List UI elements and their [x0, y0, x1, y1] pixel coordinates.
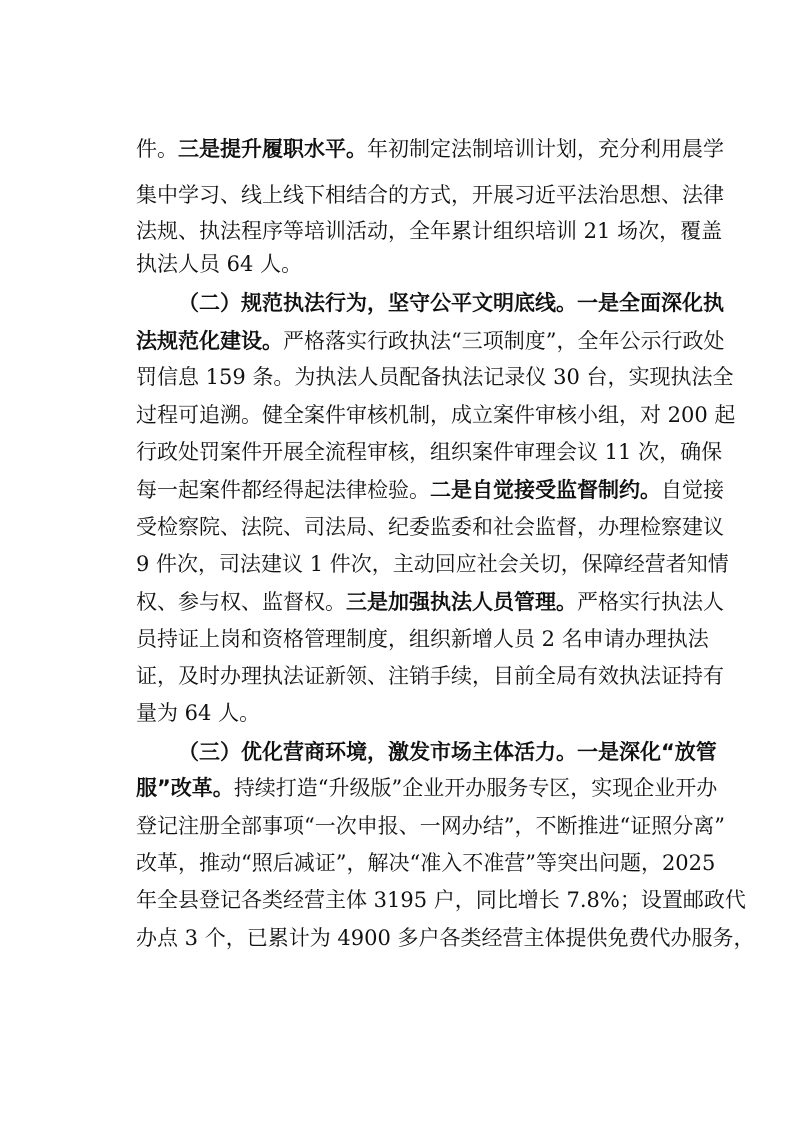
- text-run: 9 件次，司法建议 1 件次，主动回应社会关切，保障经营者知情: [136, 552, 729, 576]
- bold-heading-run: 二是自觉接受监督制约。: [430, 478, 661, 502]
- text-line: [136, 693, 701, 733]
- bold-heading-run: 服”改革。: [136, 776, 234, 800]
- text-run: 量为 64 人。: [136, 701, 261, 725]
- text-run: 持续打造“升级版”企业开办服务专区，实现企业开办: [233, 776, 718, 800]
- text-run: 执法人员 64 人。: [136, 252, 303, 276]
- text-run: 件。: [136, 137, 178, 161]
- text-line: [136, 507, 724, 547]
- text-line: [136, 357, 734, 397]
- bold-heading-run: 法规范化建设。: [136, 329, 283, 353]
- text-line: [136, 432, 723, 472]
- text-line: [136, 129, 724, 169]
- text-run: 行政处罚案件开展全流程审核，组织案件审理会议 11 次，确保: [136, 440, 723, 464]
- text-run: 年全县登记各类经营主体 3195 户，同比增长 7.8%；设置邮政代: [136, 888, 746, 912]
- text-line: [136, 470, 724, 510]
- text-run: 每一起案件都经得起法律检验。: [136, 478, 430, 502]
- text-line: [178, 283, 724, 323]
- text-run: 严格落实行政执法“三项制度”，全年公示行政处: [283, 329, 725, 353]
- text-run: 员持证上岗和资格管理制度，组织新增人员 2 名申请办理执法: [136, 627, 709, 651]
- text-run: 法规、执法程序等培训活动，全年累计组织培训 21 场次，覆盖: [136, 219, 723, 243]
- text-run: 自觉接: [661, 478, 724, 502]
- text-run: 严格实行执法人: [577, 590, 724, 614]
- text-line: [136, 244, 701, 284]
- text-run: 登记注册全部事项“一次申报、一网办结”，不断推进“证照分离”: [136, 814, 725, 838]
- text-line: [136, 806, 725, 846]
- bold-heading-run: （二）规范执法行为，坚守公平文明底线。一是全面深化执: [178, 291, 724, 315]
- text-run: 办点 3 个，已累计为 4900 多户各类经营主体提供免费代办服务，: [136, 926, 755, 950]
- text-line: [136, 619, 709, 659]
- text-line: [136, 880, 746, 920]
- text-run: 过程可追溯。健全案件审核机制，成立案件审核小组，对 200 起: [136, 403, 736, 427]
- text-line: [136, 321, 725, 361]
- text-run: 罚信息 159 条。为执法人员配备执法记录仪 30 台，实现执法全: [136, 365, 734, 389]
- text-run: 集中学习、线上线下相结合的方式，开展习近平法治思想、法律: [136, 183, 724, 207]
- text-line: [136, 656, 724, 696]
- text-line: [178, 732, 717, 772]
- text-run: 受检察院、法院、司法局、纪委监委和社会监督，办理检察建议: [136, 515, 724, 539]
- text-run: 年初制定法制培训计划，充分利用晨学: [367, 137, 724, 161]
- text-line: [136, 544, 729, 584]
- text-run: 权、参与权、监督权。: [136, 590, 346, 614]
- text-line: [136, 175, 724, 215]
- text-line: [136, 582, 724, 622]
- text-line: [136, 843, 716, 883]
- text-run: 证，及时办理执法证新领、注销手续，目前全局有效执法证持有: [136, 664, 724, 688]
- text-line: [136, 395, 736, 435]
- bold-heading-run: 三是加强执法人员管理。: [346, 590, 577, 614]
- text-run: 改革，推动“照后减证”，解决“准入不准营”等突出问题，2025: [136, 851, 716, 875]
- text-line: [136, 918, 755, 958]
- bold-heading-run: 三是提升履职水平。: [178, 137, 367, 161]
- text-line: [136, 768, 718, 808]
- bold-heading-run: （三）优化营商环境，激发市场主体活力。一是深化“放管: [178, 740, 717, 764]
